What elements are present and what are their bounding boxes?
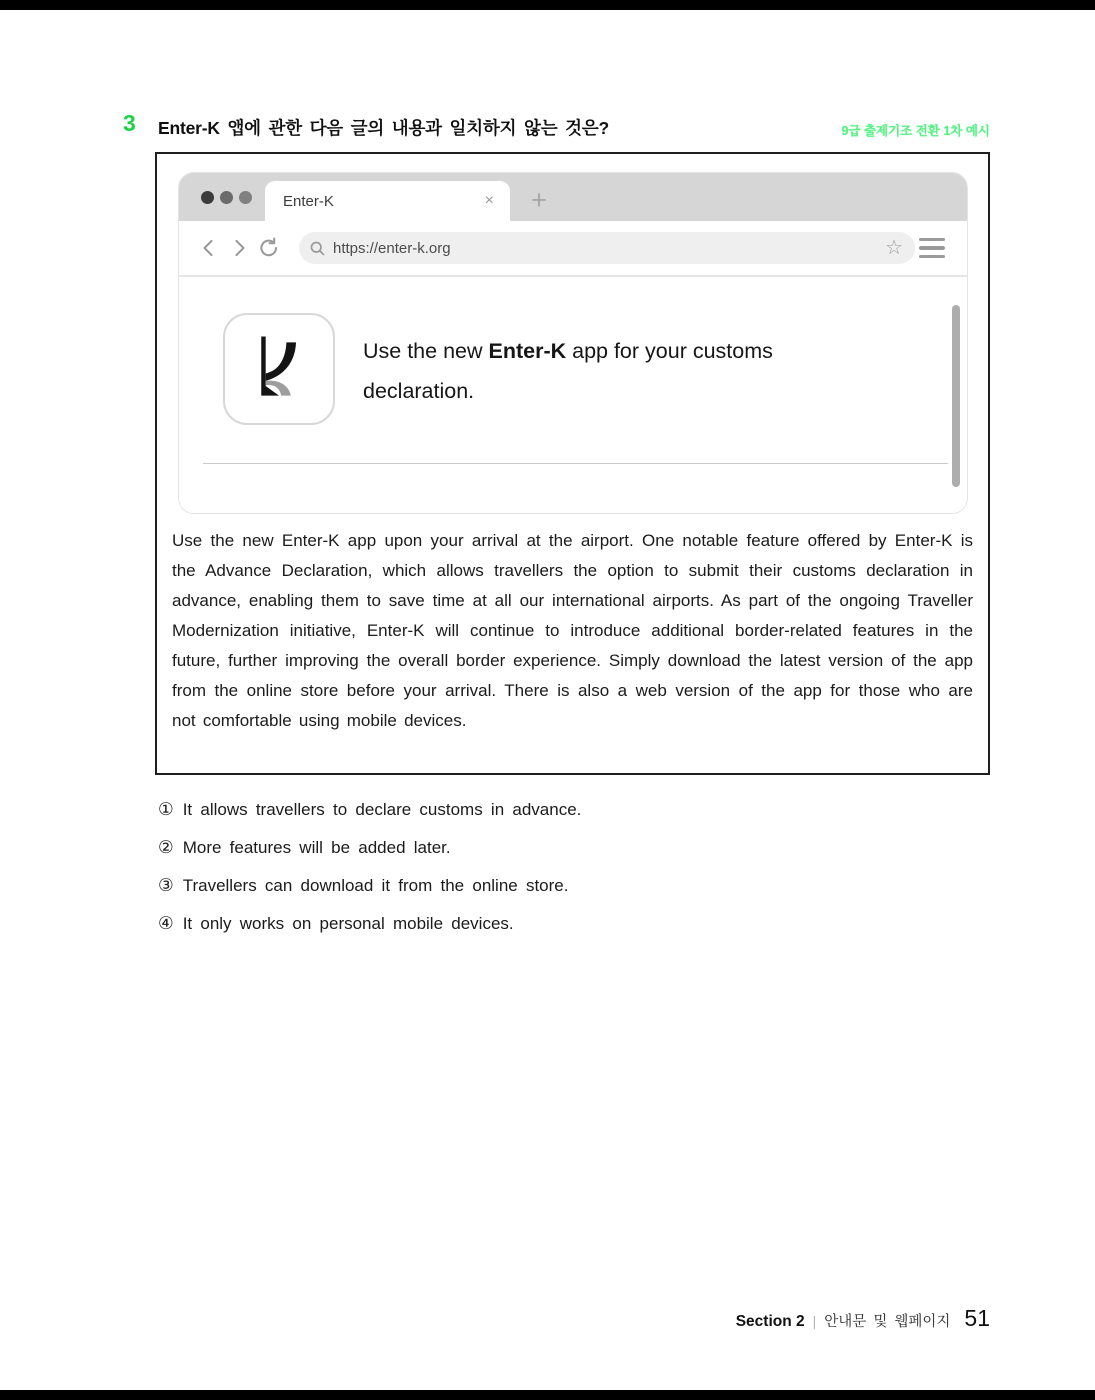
scrollbar-thumb[interactable]: [952, 305, 960, 487]
browser-tab[interactable]: [265, 181, 510, 221]
passage-text: Use the new Enter-K app upon your arrival at the airport. One notable feature offered by Enter-K is the Advance Declaration, which allows travellers the option to submit their customs declaration in advance, enabling them to save time at all our international airports. As part of the ongoing Traveller Modernization initiative, Enter-K will continue to introduce additional border-related features in the future, further improving the overall border experience. Simply download the latest version of the app from the online store before your arrival. There is also a web version of the app for those who are not comfortable using mobile devices.: [172, 531, 973, 730]
browser-tab-bar: [179, 173, 967, 221]
option-4[interactable]: [158, 913, 581, 951]
tab-close-icon[interactable]: ×: [484, 192, 494, 209]
option-3-marker: ③: [158, 875, 174, 895]
enter-k-logo: [223, 313, 335, 425]
question-content-box: [155, 152, 990, 775]
new-tab-icon[interactable]: +: [531, 185, 547, 215]
question-number: 3: [123, 110, 136, 136]
option-2-text: More features will be added later.: [182, 838, 451, 857]
page-bottom-bar: [0, 1390, 1095, 1400]
option-4-text: It only works on personal mobile devices.: [182, 914, 514, 933]
option-4-marker: ④: [158, 913, 174, 933]
tab-title: Enter-K: [283, 192, 334, 210]
option-2[interactable]: [158, 837, 581, 875]
reload-icon[interactable]: [257, 236, 281, 260]
bookmark-star-icon[interactable]: ☆: [885, 237, 903, 259]
option-1[interactable]: [158, 799, 581, 837]
url-text[interactable]: https://enter-k.org: [333, 239, 451, 257]
option-1-text: It allows travellers to declare customs in advance.: [182, 800, 582, 819]
forward-icon[interactable]: [227, 236, 251, 260]
browser-toolbar: [179, 221, 967, 275]
browser-window: [178, 172, 968, 514]
back-icon[interactable]: [197, 236, 221, 260]
webpage-heading: [363, 331, 863, 411]
option-3-text: Travellers can download it from the online store.: [182, 876, 569, 895]
exam-source-tag: 9급 출제기조 전환 1차 예시: [841, 124, 990, 138]
window-dot-icon[interactable]: [220, 191, 233, 204]
menu-icon[interactable]: [919, 235, 945, 261]
option-3[interactable]: [158, 875, 581, 913]
footer-divider: |: [812, 1313, 817, 1329]
page-number: 51: [964, 1305, 990, 1331]
page-footer: [736, 1305, 990, 1332]
heading-brand: Enter-K: [488, 339, 567, 363]
footer-section-label: Section 2: [735, 1313, 805, 1330]
heading-suffix: app for your customs declaration.: [363, 339, 773, 403]
address-bar[interactable]: [299, 232, 915, 264]
option-1-marker: ①: [158, 799, 174, 819]
search-icon: [309, 240, 326, 257]
answer-options: [158, 799, 581, 951]
page-top-bar: [0, 0, 1095, 10]
webpage-content: [179, 277, 967, 513]
heading-prefix: Use the new: [363, 339, 489, 363]
question-text: Enter-K 앱에 관한 다음 글의 내용과 일치하지 않는 것은?: [158, 118, 609, 138]
option-2-marker: ②: [158, 837, 174, 857]
window-dot-icon[interactable]: [201, 191, 214, 204]
enter-k-logo-icon: [242, 327, 316, 411]
content-divider: [203, 463, 948, 464]
window-dot-icon[interactable]: [239, 191, 252, 204]
window-control-dots[interactable]: [201, 191, 252, 204]
footer-category: 안내문 및 웹페이지: [824, 1314, 951, 1330]
